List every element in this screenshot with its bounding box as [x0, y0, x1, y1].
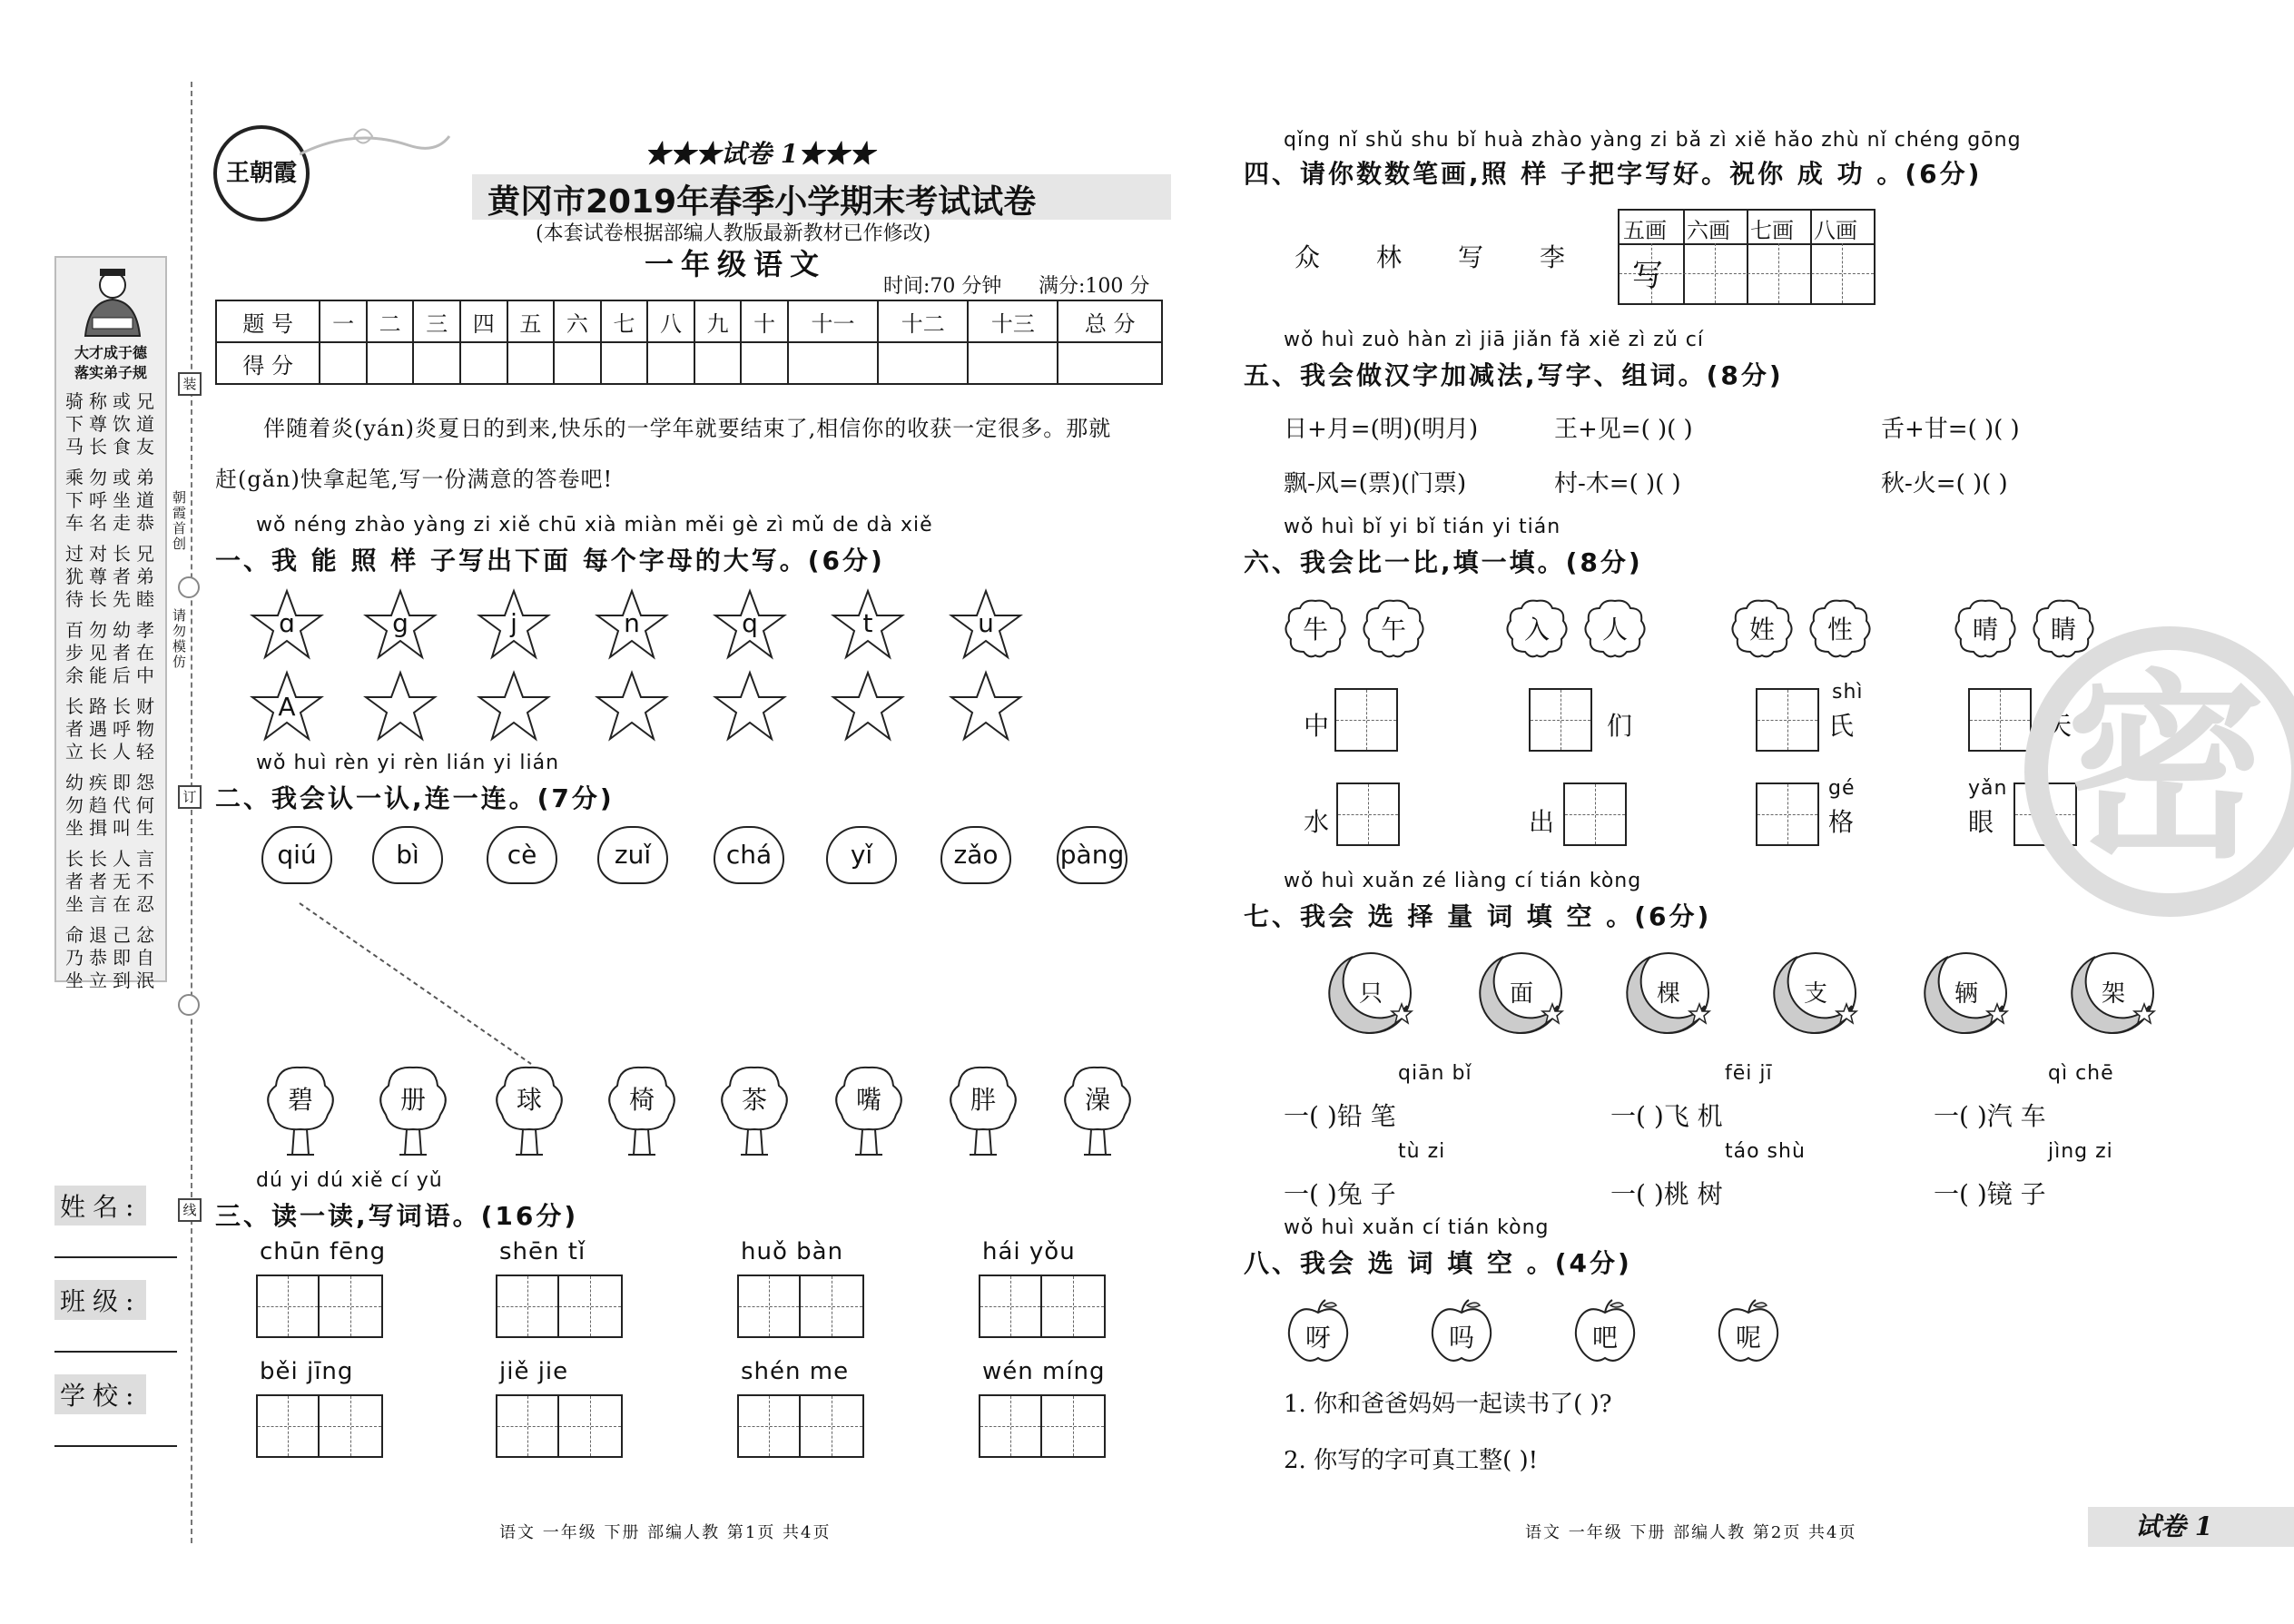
particle-word: 呀	[1305, 1323, 1331, 1353]
q3-pinyin: dú yi dú xiě cí yǔ	[256, 1169, 443, 1192]
writing-grid[interactable]	[496, 1394, 623, 1458]
time-label: 时间:70 分钟	[883, 275, 1002, 298]
poem-line: 余能后中	[65, 664, 160, 686]
poem-line: 步见者在	[65, 642, 160, 664]
pinyin-cloud[interactable]: yǐ	[826, 826, 897, 884]
fill-pinyin: shì	[1832, 681, 1864, 704]
score-header-cell: 十一	[788, 300, 878, 342]
measure-word: 棵	[1656, 980, 1680, 1008]
q3-heading: 三、读一读,写词语。(16分)	[215, 1201, 579, 1231]
fill-label: 天	[2046, 711, 2072, 741]
character-tree[interactable]	[1057, 1060, 1138, 1160]
fill-label: 眼	[1968, 807, 1994, 837]
exam-title: 黄冈市2019年春季小学期末考试试卷	[487, 183, 1037, 221]
flower-character: 晴	[1972, 615, 1998, 645]
lower-letter: ɑ	[279, 608, 295, 638]
writing-grid[interactable]	[256, 1275, 383, 1338]
q7-pinyin: wǒ huì xuǎn zé liàng cí tián kòng	[1284, 870, 1642, 892]
blank-grid[interactable]	[1334, 688, 1398, 752]
grid-cell[interactable]	[1336, 782, 1400, 846]
poem-line: 下呼坐道	[65, 489, 160, 511]
score-header-cell: 一	[320, 300, 367, 342]
stroke-example: 写	[1632, 258, 1663, 294]
score-header-cell: 七	[601, 300, 648, 342]
q4-char: 众	[1295, 242, 1321, 272]
flower-char	[1362, 597, 1425, 659]
pinyin-cloud[interactable]: cè	[487, 826, 557, 884]
q5-item: 村-木=( )( )	[1554, 470, 1681, 497]
intro-line-2: 赶(gǎn)快拿起笔,写一份满意的答卷吧!	[215, 467, 614, 492]
poem-line: 立长人轻	[65, 741, 160, 763]
measure-blank[interactable]: 一( )铅 笔	[1284, 1101, 1396, 1131]
grid-cell[interactable]	[1968, 688, 2032, 752]
poem-line: 犹尊者弟	[65, 566, 160, 587]
stroke-header: 八画	[1814, 218, 1857, 243]
tree-character: 册	[399, 1085, 426, 1115]
apple-option	[1284, 1296, 1353, 1365]
flower-char	[1583, 597, 1647, 659]
score-header-cell: 五	[507, 300, 555, 342]
letter-star	[831, 588, 905, 661]
item-pinyin: qì chē	[2048, 1062, 2114, 1085]
pinyin-cloud[interactable]: qiú	[261, 826, 332, 884]
binding-seal-ding: 订	[178, 785, 202, 809]
grid-cell[interactable]	[559, 1394, 623, 1458]
grid-cell[interactable]	[979, 1394, 1042, 1458]
lower-letter: j	[510, 608, 517, 638]
motto-line-2: 落实弟子规	[74, 364, 147, 381]
q5-item: 飘-风=(票)(门票)	[1284, 470, 1467, 497]
crescent-option	[1476, 948, 1567, 1038]
pinyin-word: shēn tǐ	[499, 1238, 586, 1265]
poem-line: 坐揖叫生	[65, 817, 160, 839]
grid-cell[interactable]	[1529, 688, 1592, 752]
paper-badge: ★★★试卷 1★★★	[645, 139, 875, 169]
fill-label: 水	[1304, 807, 1330, 837]
character-tree[interactable]	[828, 1060, 910, 1160]
poem-line: 车名走恭	[65, 512, 160, 534]
grid-cell[interactable]	[1563, 782, 1627, 846]
score-header-cell: 九	[694, 300, 742, 342]
particle-word: 吗	[1448, 1323, 1474, 1353]
measure-word: 面	[1509, 980, 1533, 1008]
blank-grid[interactable]	[1563, 782, 1627, 846]
measure-blank[interactable]: 一( )兔 子	[1284, 1179, 1396, 1209]
pinyin-word: běi jīng	[260, 1358, 354, 1385]
character-tree[interactable]	[714, 1060, 795, 1160]
crescent-option	[1770, 948, 1861, 1038]
grid-cell[interactable]	[256, 1394, 320, 1458]
crescent-option	[1623, 948, 1714, 1038]
grid-cell[interactable]	[1042, 1275, 1106, 1338]
grid-cell[interactable]	[496, 1394, 559, 1458]
particle-word: 呢	[1735, 1323, 1761, 1353]
q5-item: 舌+甘=( )( )	[1881, 416, 2020, 443]
grid-cell[interactable]	[320, 1394, 383, 1458]
pinyin-word: jiě jie	[499, 1358, 569, 1385]
score-cell[interactable]	[878, 342, 968, 384]
q6-heading: 六、我会比一比,填一填。(8分)	[1244, 547, 1643, 577]
vertical-note-2: 请勿模仿	[172, 607, 187, 670]
q4-stroke-table	[1618, 209, 1876, 305]
footer-right: 语文 一年级 下册 部编人教 第2页 共4页	[1525, 1523, 1857, 1542]
measure-blank[interactable]: 一( )镜 子	[1934, 1179, 2046, 1209]
connect-line	[0, 0, 635, 1089]
tree-character: 嘴	[855, 1085, 881, 1115]
vertical-note-1: 朝霞首创	[172, 489, 187, 552]
uppercase-star[interactable]	[949, 670, 1023, 743]
binding-seal-xian: 线	[178, 1198, 202, 1222]
score-header-cell: 十	[741, 300, 788, 342]
grid-cell[interactable]	[320, 1275, 383, 1338]
score-header-cell: 六	[554, 300, 601, 342]
grid-cell[interactable]	[496, 1275, 559, 1338]
tree-character: 椅	[628, 1085, 655, 1115]
score-header-cell: 题 号	[216, 300, 320, 342]
fill-label: 们	[1607, 711, 1633, 741]
character-tree[interactable]	[260, 1060, 341, 1160]
apple-option	[1714, 1296, 1783, 1365]
score-cell[interactable]	[694, 342, 742, 384]
apple-option	[1427, 1296, 1496, 1365]
name-input-line[interactable]	[54, 1256, 177, 1258]
poem-line: 长长人言	[65, 848, 160, 870]
q1-pinyin: wǒ néng zhào yàng zi xiě chū xià miàn měi gè zì mǔ de dà xiě	[256, 514, 933, 536]
uppercase-star[interactable]	[713, 670, 787, 743]
flower-char	[1505, 597, 1569, 659]
score-header-cell: 三	[413, 300, 460, 342]
score-cell[interactable]	[741, 342, 788, 384]
footer-tag: 试卷 1	[2135, 1511, 2213, 1541]
poem-line: 勿趋代何	[65, 794, 160, 816]
q2-heading: 二、我会认一认,连一连。(7分)	[215, 783, 615, 813]
school-input-line[interactable]	[54, 1445, 177, 1447]
flower-character: 人	[1601, 615, 1628, 645]
flower-character: 性	[1826, 615, 1853, 645]
lower-letter: u	[978, 608, 994, 638]
writing-grid[interactable]	[979, 1275, 1106, 1338]
writing-grid[interactable]	[256, 1394, 383, 1458]
grid-cell[interactable]	[1756, 688, 1819, 752]
motto-line-1: 大才成于德	[74, 344, 147, 361]
q4-char: 写	[1458, 242, 1484, 272]
pinyin-cloud[interactable]: pàng	[1057, 826, 1127, 884]
writing-grid[interactable]	[496, 1275, 623, 1338]
lower-letter: q	[742, 608, 758, 638]
flower-character: 姓	[1748, 615, 1775, 645]
pinyin-cloud[interactable]: zǎo	[940, 826, 1011, 884]
fill-pinyin: yǎn	[1968, 777, 2008, 800]
tree-character: 碧	[287, 1085, 313, 1115]
pinyin-word: wén míng	[982, 1358, 1106, 1385]
blank-grid[interactable]	[1756, 688, 1819, 752]
q5-item: 秋-火=( )( )	[1881, 470, 2008, 497]
logo-text: 王朝霞	[225, 160, 297, 187]
poem-line: 过对长兄	[65, 543, 160, 565]
q4-heading: 四、请你数数笔画,照 样 子把字写好。祝你 成 功 。(6分)	[1244, 159, 1983, 189]
score-cell[interactable]	[1058, 342, 1162, 384]
pinyin-word: shén me	[741, 1358, 850, 1385]
blank-grid[interactable]	[1336, 782, 1400, 846]
q5-pinyin: wǒ huì zuò hàn zì jiā jiǎn fǎ xiě zì zǔ cí	[1284, 329, 1704, 351]
character-tree[interactable]	[372, 1060, 454, 1160]
q7-heading: 七、我会 选 择 量 词 填 空 。(6分)	[1244, 901, 1712, 931]
item-pinyin: táo shù	[1725, 1140, 1806, 1163]
grid-cell[interactable]	[801, 1394, 864, 1458]
pinyin-word: huǒ bàn	[741, 1238, 844, 1265]
grid-cell[interactable]	[801, 1275, 864, 1338]
crescent-option	[2068, 948, 2159, 1038]
crescent-option	[1921, 948, 2012, 1038]
score-header-cell: 四	[460, 300, 507, 342]
tree-character: 球	[516, 1085, 542, 1115]
measure-blank[interactable]: 一( )汽 车	[1934, 1101, 2046, 1131]
grade-subject: 一年级语文	[645, 247, 827, 281]
score-header-cell: 二	[367, 300, 414, 342]
tree-character: 茶	[741, 1085, 767, 1115]
uppercase-star[interactable]	[831, 670, 905, 743]
item-pinyin: tù zi	[1398, 1140, 1446, 1163]
lower-letter: n	[624, 608, 640, 638]
fill-label: 中	[1304, 711, 1330, 741]
character-tree[interactable]	[942, 1060, 1024, 1160]
letter-star	[949, 588, 1023, 661]
grid-cell[interactable]	[979, 1275, 1042, 1338]
blank-grid[interactable]	[1968, 688, 2032, 752]
score-cell[interactable]	[968, 342, 1058, 384]
q8-pinyin: wǒ huì xuǎn cí tián kòng	[1284, 1216, 1550, 1239]
stroke-header: 五画	[1623, 218, 1667, 243]
class-input-line[interactable]	[54, 1351, 177, 1353]
flower-char	[1284, 597, 1347, 659]
grid-cell[interactable]	[256, 1275, 320, 1338]
grid-cell[interactable]	[737, 1275, 801, 1338]
item-pinyin: qiān bǐ	[1398, 1062, 1472, 1085]
upper-letter: A	[278, 692, 296, 722]
footer-left: 语文 一年级 下册 部编人教 第1页 共4页	[499, 1523, 832, 1542]
score-header-cell: 总 分	[1058, 300, 1162, 342]
q5-heading: 五、我会做汉字加减法,写字、组词。(8分)	[1244, 360, 1784, 390]
flower-character: 睛	[2050, 615, 2076, 645]
letter-star	[713, 588, 787, 661]
measure-word: 支	[1803, 980, 1827, 1008]
score-header-cell: 十二	[878, 300, 968, 342]
full-score-label: 满分:100 分	[1039, 275, 1150, 298]
pinyin-cloud[interactable]: chá	[714, 826, 784, 884]
watermark-seal	[2024, 626, 2294, 917]
blank-grid[interactable]	[1529, 688, 1592, 752]
flower-char	[1808, 597, 1872, 659]
character-tree[interactable]	[488, 1060, 570, 1160]
score-header-cell: 八	[647, 300, 694, 342]
flower-char	[1730, 597, 1794, 659]
apple-option	[1570, 1296, 1639, 1365]
measure-word: 架	[2101, 980, 2125, 1008]
class-label: 班级:	[54, 1280, 146, 1320]
item-pinyin: jìng zi	[2048, 1140, 2113, 1163]
poem-line: 下尊饮道	[65, 413, 160, 435]
intro-line-1: 伴随着炎(yán)炎夏日的到来,快乐的一学年就要结束了,相信你的收获一定很多。那就	[263, 416, 1112, 441]
character-tree[interactable]	[601, 1060, 683, 1160]
poem-line: 乘勿或弟	[65, 467, 160, 488]
q1-heading: 一、我 能 照 样 子写出下面 每个字母的大写。(6分)	[215, 546, 885, 576]
writing-grid[interactable]	[737, 1275, 864, 1338]
flower-char	[1954, 597, 2017, 659]
pinyin-cloud[interactable]: bì	[372, 826, 443, 884]
grid-cell[interactable]	[1042, 1394, 1106, 1458]
flower-character: 午	[1380, 615, 1406, 645]
q5-item: 王+见=( )( )	[1554, 416, 1693, 443]
q4-char: 李	[1540, 242, 1566, 272]
stroke-header: 六画	[1687, 218, 1730, 243]
poem-line: 骑称或兄	[65, 390, 160, 412]
q4-char: 林	[1376, 242, 1403, 272]
stroke-header: 七画	[1750, 218, 1794, 243]
q2-pinyin: wǒ huì rèn yi rèn lián yi lián	[256, 752, 560, 774]
q6-pinyin: wǒ huì bǐ yi bǐ tián yi tián	[1284, 516, 1561, 538]
poem-line: 者者无不	[65, 871, 160, 892]
poem-line: 幼疾即怨	[65, 772, 160, 793]
poem-line: 命退己忿	[65, 924, 160, 946]
flower-character: 牛	[1302, 615, 1328, 645]
name-label: 姓名:	[54, 1186, 146, 1225]
poem-line: 待长先睦	[65, 588, 160, 610]
poem-line: 坐立到泯	[65, 969, 160, 991]
score-header-cell: 十三	[968, 300, 1058, 342]
grid-cell[interactable]	[559, 1275, 623, 1338]
lower-letter: g	[392, 608, 409, 638]
particle-word: 吧	[1591, 1323, 1618, 1353]
school-label: 学校:	[54, 1374, 146, 1414]
grid-cell[interactable]	[737, 1394, 801, 1458]
pinyin-cloud[interactable]: zuǐ	[597, 826, 668, 884]
poem-line: 长路长财	[65, 695, 160, 717]
score-cell[interactable]	[647, 342, 694, 384]
grid-cell[interactable]	[1756, 782, 1819, 846]
binding-seal-zhuang: 装	[178, 372, 202, 396]
lower-letter: t	[862, 608, 873, 638]
measure-word: 辆	[1954, 980, 1978, 1008]
q4-pinyin: qǐng nǐ shǔ shu bǐ huà zhào yàng zi bǎ zì xiě hǎo zhù nǐ chéng gōng	[1284, 129, 2022, 152]
fill-pinyin: gé	[1828, 777, 1856, 800]
fill-label: 格	[1828, 807, 1855, 837]
measure-word: 只	[1358, 980, 1383, 1008]
flower-character: 入	[1523, 615, 1550, 645]
exam-subtitle: (本套试卷根据部编人教版最新教材已作修改)	[536, 222, 931, 245]
poem-line: 者遇呼物	[65, 718, 160, 740]
q8-sentence-2: 2. 你写的字可真工整( )!	[1284, 1447, 1539, 1474]
item-pinyin: fēi jī	[1725, 1062, 1773, 1085]
q8-sentence-1: 1. 你和爸爸妈妈一起读书了( )?	[1284, 1391, 1612, 1418]
poem-line: 乃恭即自	[65, 947, 160, 969]
fill-label: 氏	[1828, 711, 1855, 741]
fill-label: 出	[1529, 807, 1555, 837]
score-cell[interactable]	[788, 342, 878, 384]
watermark-char: 密	[2066, 653, 2267, 885]
grid-cell[interactable]	[1334, 688, 1398, 752]
q8-heading: 八、我会 选 词 填 空 。(4分)	[1244, 1248, 1632, 1278]
poem-line: 马长食友	[65, 436, 160, 458]
measure-blank[interactable]: 一( )桃 树	[1610, 1179, 1723, 1209]
poem-line: 百勿幼孝	[65, 619, 160, 641]
flower-char	[2032, 597, 2095, 659]
measure-blank[interactable]: 一( )飞 机	[1610, 1101, 1723, 1131]
blank-grid[interactable]	[1756, 782, 1819, 846]
tree-character: 胖	[970, 1085, 996, 1115]
writing-grid[interactable]	[979, 1394, 1106, 1458]
q5-item: 日+月=(明)(明月)	[1284, 416, 1479, 443]
crescent-option	[1325, 948, 1416, 1038]
writing-grid[interactable]	[737, 1394, 864, 1458]
tree-character: 澡	[1084, 1085, 1110, 1115]
pinyin-word: hái yǒu	[982, 1238, 1076, 1265]
score-row-label: 得 分	[216, 342, 320, 384]
poem-line: 坐言在忍	[65, 893, 160, 915]
pinyin-word: chūn fēng	[260, 1238, 387, 1265]
